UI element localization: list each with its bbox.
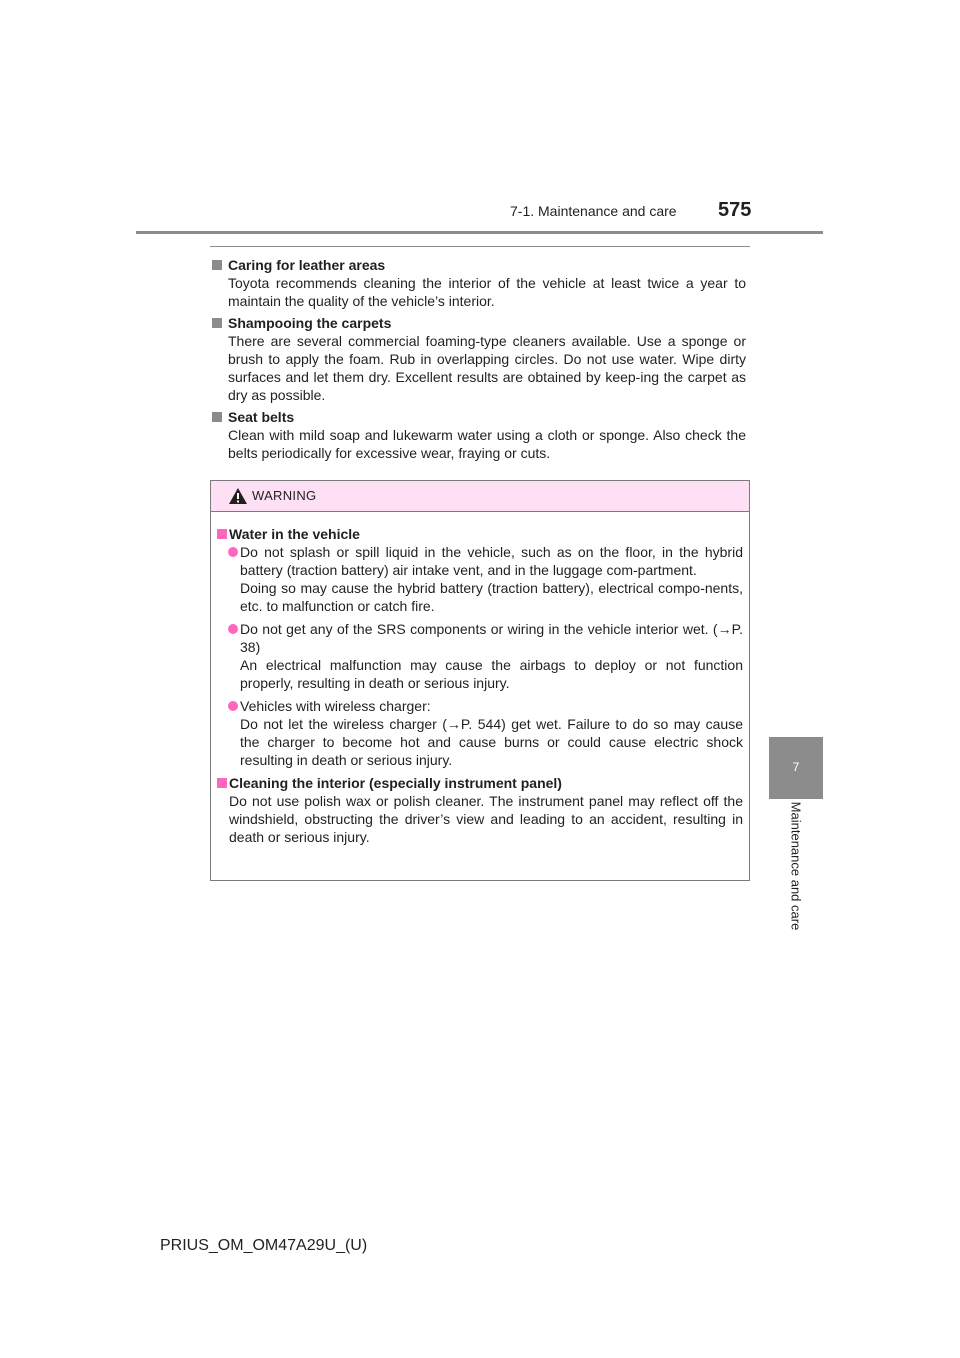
circle-bullet-icon	[228, 547, 238, 557]
bullet-text: Do not splash or spill liquid in the vehicle, such as on the floor, in the hybrid battery (traction battery) air intake vent, and in the luggage com-partment.	[240, 544, 743, 578]
item-leather	[210, 256, 746, 310]
warning-triangle-icon	[228, 487, 248, 510]
bullet-text: Do not let the wireless charger (→P. 544) get wet. Failure to do so may cause the charger to become hot and cause burns or could cause electric shock resulting in death or serious injury.	[240, 716, 743, 768]
warning-title: WARNING	[252, 488, 317, 503]
square-bullet-icon	[212, 260, 222, 270]
item-heading: Shampooing the carpets	[228, 315, 392, 331]
chapter-label: Maintenance and care	[788, 801, 804, 931]
warning-bullet	[217, 620, 743, 692]
page-number: 575	[718, 199, 752, 221]
item-heading: Caring for leather areas	[228, 257, 386, 273]
warning-bullet	[217, 697, 743, 769]
item-body: Toyota recommends cleaning the interior of the vehicle at least twice a year to maintain the quality of the vehicle’s interior.	[228, 275, 746, 309]
warning-box	[210, 480, 750, 881]
item-heading: Seat belts	[228, 409, 295, 425]
warning-section-water	[217, 525, 743, 769]
chapter-number: 7	[792, 760, 800, 774]
item-body: There are several commercial foaming-type cleaners available. Use a sponge or brush to apply the foam. Rub in overlapping circles. Do not use water. Wipe dirty surfaces and let them dry. Excellent results are obtained by keep-ing the carpet as dry as possible.	[228, 333, 746, 403]
item-body: Clean with mild soap and lukewarm water using a cloth or sponge. Also check the belts periodically for excessive wear, fraying or cuts.	[228, 427, 746, 461]
header-section-title: 7-1. Maintenance and care	[510, 203, 677, 219]
bullet-text: Doing so may cause the hybrid battery (traction battery), electrical compo-nents, etc. to malfunction or catch fire.	[240, 580, 743, 614]
warning-bullet	[217, 543, 743, 615]
warning-section-interior	[217, 774, 743, 846]
square-bullet-icon	[217, 529, 227, 539]
warning-header	[211, 481, 749, 512]
bullet-text: Vehicles with wireless charger:	[240, 698, 431, 714]
item-seat-belts	[210, 408, 746, 462]
square-bullet-icon	[217, 778, 227, 788]
warning-heading: Cleaning the interior (especially instrument panel)	[229, 775, 562, 791]
warning-section-body: Do not use polish wax or polish cleaner. The instrument panel may reflect off the windshield, obstructing the driver’s view and leading to an accident, resulting in death or serious injury.	[229, 793, 743, 845]
care-items	[210, 256, 746, 466]
warning-body	[211, 512, 749, 846]
bullet-text: An electrical malfunction may cause the airbags to deploy or not function properly, resulting in death or serious injury.	[240, 657, 743, 691]
bullet-text: Do not get any of the SRS components or wiring in the vehicle interior wet. (→P. 38)	[240, 621, 743, 655]
square-bullet-icon	[212, 412, 222, 422]
circle-bullet-icon	[228, 624, 238, 634]
item-carpets	[210, 314, 746, 404]
circle-bullet-icon	[228, 701, 238, 711]
content-divider	[210, 246, 750, 247]
warning-heading: Water in the vehicle	[229, 526, 360, 542]
header-divider	[136, 231, 823, 234]
document-code: PRIUS_OM_OM47A29U_(U)	[160, 1237, 368, 1254]
square-bullet-icon	[212, 318, 222, 328]
